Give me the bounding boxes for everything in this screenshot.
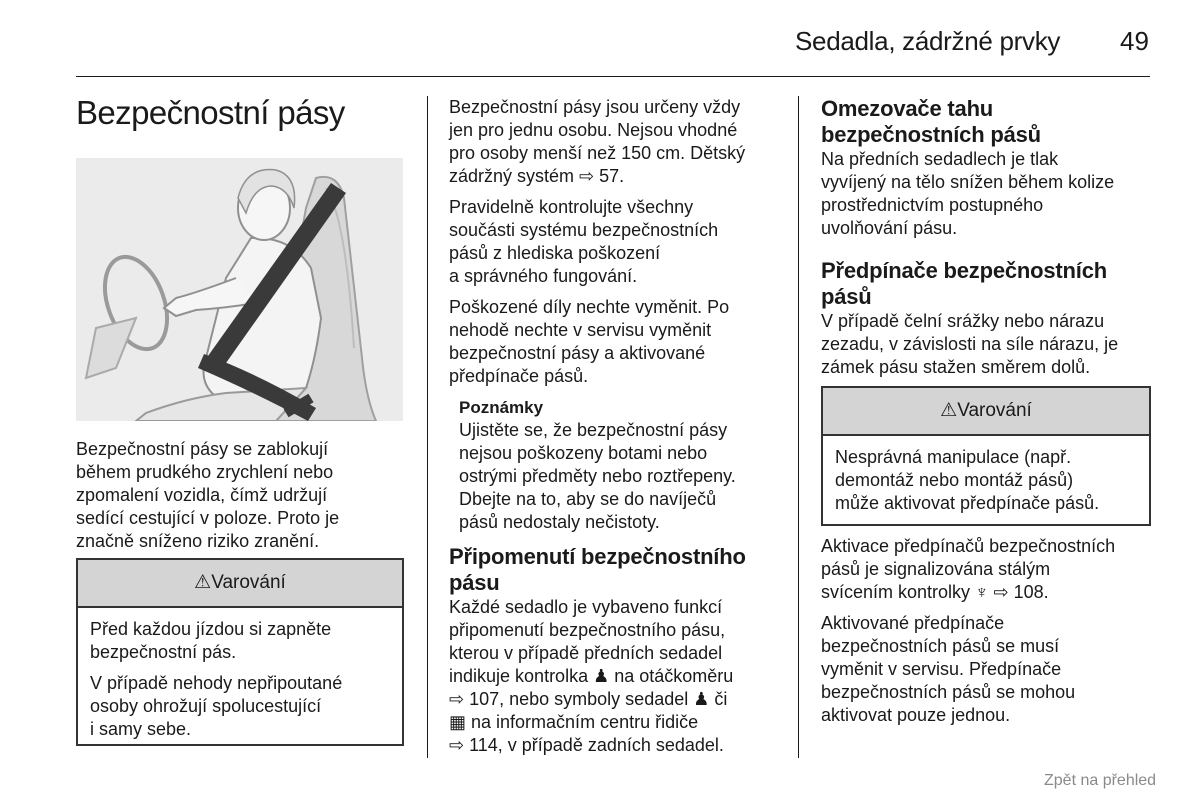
- warning-icon: ⚠: [940, 400, 958, 421]
- note-line: nejsou poškozeny botami nebo: [459, 443, 708, 463]
- col2-p2-line: Pravidelně kontrolujte všechny: [449, 197, 694, 217]
- limiter-line: Na předních sedadlech je tlak: [821, 149, 1059, 169]
- column-divider-1: [427, 96, 428, 758]
- limiter-line: prostřednictvím postupného: [821, 195, 1044, 215]
- activation-line: pásů je signalizována stálým: [821, 559, 1051, 579]
- warning-line: Před každou jízdou si zapněte: [90, 619, 332, 639]
- reminder-line: kterou v případě předních sedadel: [449, 643, 723, 663]
- col2: [449, 96, 784, 757]
- reminder-heading: Připomenutí bezpečnostního: [449, 544, 746, 569]
- limiter-heading: Omezovače tahu: [821, 96, 994, 121]
- warning-line: i samy sebe.: [90, 719, 192, 739]
- back-to-overview-link[interactable]: Zpět na přehled: [1044, 772, 1157, 789]
- col2-p1-line: zádržný systém ⇨ 57.: [449, 166, 625, 186]
- col2-p1-line: pro osoby menší než 150 cm. Dětský: [449, 143, 746, 163]
- page-number: 49: [1120, 26, 1149, 56]
- col2-p3-line: bezpečnostní pásy a aktivované: [449, 343, 706, 363]
- col2-p2-line: součásti systému bezpečnostních: [449, 220, 719, 240]
- col2-p3-line: Poškozené díly nechte vyměnit. Po: [449, 297, 730, 317]
- col2-p1-line: jen pro jednu osobu. Nejsou vhodné: [449, 120, 738, 140]
- col3-lower: [821, 535, 1156, 727]
- warning-line: V případě nehody nepřipoutané: [90, 673, 343, 693]
- note-block: [449, 397, 784, 534]
- replace-line: bezpečnostních pásů se musí: [821, 636, 1060, 656]
- seatbelt-illustration: [76, 158, 403, 421]
- col1-intro-line: zpomalení vozidla, čímž udržují: [76, 485, 328, 505]
- warning-line: Nesprávná manipulace (např.: [835, 447, 1072, 467]
- col2-p2-line: pásů z hlediska poškození: [449, 243, 661, 263]
- reminder-line: ▦ na informačním centru řidiče: [449, 712, 699, 732]
- pretensioner-heading: Předpínače bezpečnostních: [821, 258, 1107, 283]
- col1-intro-line: Bezpečnostní pásy se zablokují: [76, 439, 329, 459]
- warning-line: osoby ohrožují spolucestující: [90, 696, 322, 716]
- limiter-line: vyvíjený na tělo snížen během kolize: [821, 172, 1115, 192]
- note-line: Dbejte na to, aby se do navíječů: [459, 489, 717, 509]
- activation-line: Aktivace předpínačů bezpečnostních: [821, 536, 1116, 556]
- pretensioner-heading: pásů: [821, 284, 872, 309]
- col2-p1-line: Bezpečnostní pásy jsou určeny vždy: [449, 97, 741, 117]
- warning-line: může aktivovat předpínače pásů.: [835, 493, 1100, 513]
- col3: [821, 96, 1156, 379]
- replace-line: aktivovat pouze jednou.: [821, 705, 1011, 725]
- warning-icon: ⚠: [194, 572, 212, 593]
- reminder-line: ⇨ 114, v případě zadních sedadel.: [449, 735, 724, 755]
- pretensioner-line: zezadu, v závislosti na síle nárazu, je: [821, 334, 1119, 354]
- note-line: ostrými předměty nebo roztřepeny.: [459, 466, 736, 486]
- pretensioner-line: zámek pásu stažen směrem dolů.: [821, 357, 1091, 377]
- note-label: Poznámky: [459, 398, 544, 417]
- replace-line: Aktivované předpínače: [821, 613, 1005, 633]
- replace-line: vyměnit v servisu. Předpínače: [821, 659, 1062, 679]
- col1-intro-line: během prudkého zrychlení nebo: [76, 462, 334, 482]
- warning-header: [78, 560, 402, 608]
- activation-line: svícením kontrolky ♆ ⇨ 108.: [821, 582, 1049, 602]
- col2-p2-line: a správného fungování.: [449, 266, 638, 286]
- warning-body: [823, 436, 1149, 523]
- limiter-heading: bezpečnostních pásů: [821, 122, 1041, 147]
- warning-label: Varování: [957, 400, 1032, 421]
- column-divider-2: [798, 96, 799, 758]
- warning-body: [78, 608, 402, 749]
- header-title: Sedadla, zádržné prvky: [795, 26, 1061, 56]
- col2-p3-line: nehodě nechte v servisu vyměnit: [449, 320, 712, 340]
- col1-intro-line: značně sníženo riziko zranění.: [76, 531, 320, 551]
- header-rule: [76, 76, 1150, 77]
- limiter-line: uvolňování pásu.: [821, 218, 958, 238]
- reminder-line: indikuje kontrolka ♟ na otáčkoměru: [449, 666, 734, 686]
- replace-line: bezpečnostních pásů se mohou: [821, 682, 1076, 702]
- section-title: Bezpečnostní pásy: [76, 94, 345, 131]
- note-line: Ujistěte se, že bezpečnostní pásy: [459, 420, 728, 440]
- pretensioner-line: V případě čelní srážky nebo nárazu: [821, 311, 1105, 331]
- reminder-line: Každé sedadlo je vybaveno funkcí: [449, 597, 723, 617]
- warning-box-pretensioner: [821, 386, 1151, 526]
- col1-intro: [76, 438, 406, 553]
- warning-header: [823, 388, 1149, 436]
- reminder-line: ⇨ 107, nebo symboly sedadel ♟ či: [449, 689, 728, 709]
- col2-p3-line: předpínače pásů.: [449, 366, 589, 386]
- reminder-heading: pásu: [449, 570, 500, 595]
- warning-line: bezpečnostní pás.: [90, 642, 237, 662]
- warning-line: demontáž nebo montáž pásů): [835, 470, 1074, 490]
- note-line: pásů nedostaly nečistoty.: [459, 512, 660, 532]
- warning-box-seatbelt: [76, 558, 404, 746]
- warning-label: Varování: [211, 572, 286, 593]
- reminder-line: připomenutí bezpečnostního pásu,: [449, 620, 726, 640]
- col1-intro-line: sedící cestující v poloze. Proto je: [76, 508, 340, 528]
